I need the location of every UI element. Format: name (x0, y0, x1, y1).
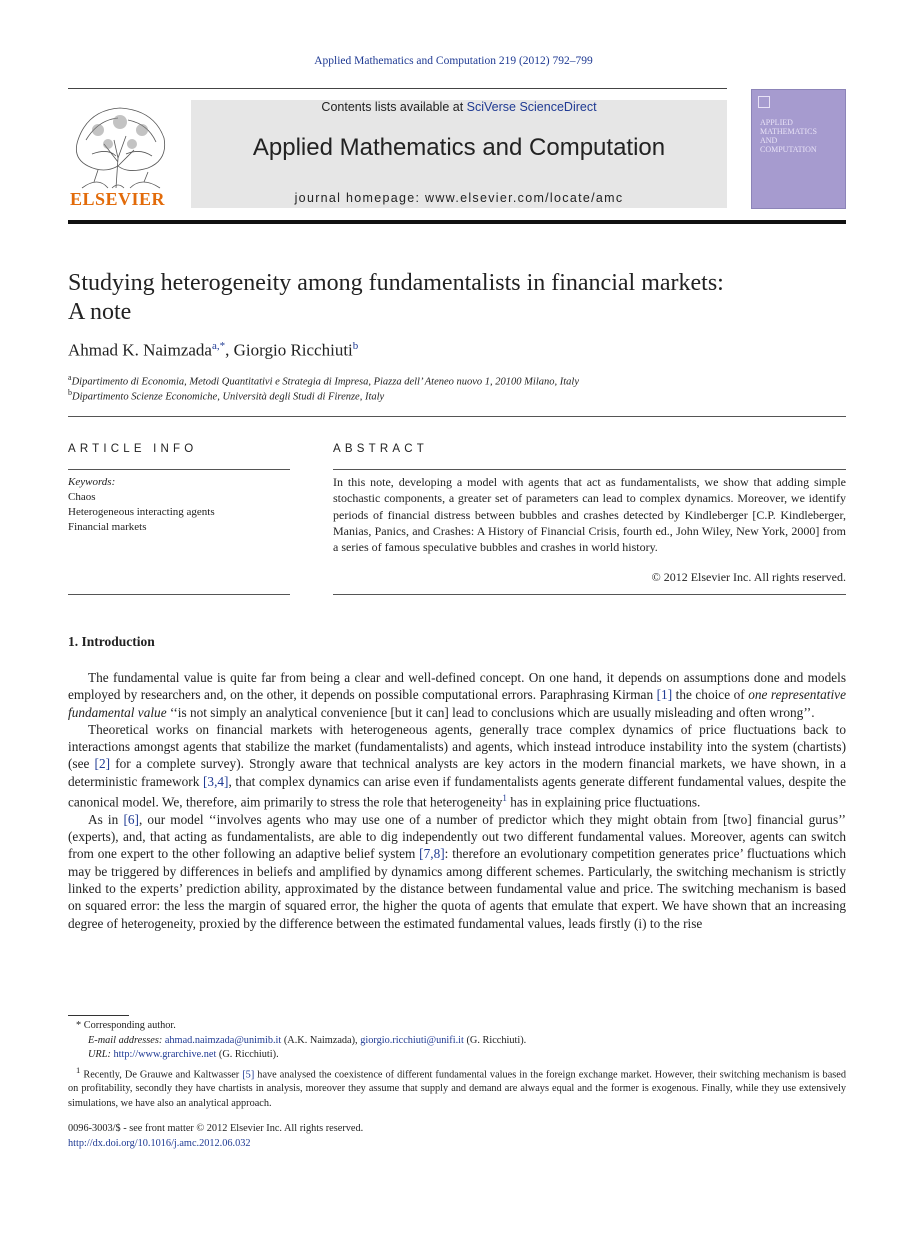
footnote-link[interactable]: 1 (502, 793, 507, 804)
email-link[interactable]: ahmad.naimzada@unimib.it (164, 1034, 282, 1046)
contents-line (191, 100, 727, 114)
text-run: (A.K. Naimzada), (281, 1034, 361, 1046)
journal-title: Applied Mathematics and Computation (252, 134, 666, 161)
abstract-rule (333, 469, 846, 470)
masthead (68, 88, 846, 221)
footnote-mark: 1 (76, 1064, 81, 1075)
sciencedirect-link[interactable]: SciVerse ScienceDirect (466, 100, 597, 114)
article-info-bottom-rule (68, 594, 290, 595)
footnote-rule (68, 1015, 129, 1016)
article-meta (68, 1122, 363, 1151)
footnote-emails (68, 1034, 846, 1049)
cover-line: MATHEMATICS (760, 127, 817, 136)
reference-link[interactable]: [7,8] (419, 846, 445, 862)
text-run: (G. Ricchiuti). (216, 1049, 279, 1060)
author-affiliation-mark[interactable]: a,* (211, 340, 226, 352)
reference-link[interactable]: [6] (123, 811, 139, 827)
elsevier-wordmark: ELSEVIER (70, 189, 166, 209)
title-line: Studying heterogeneity among fundamentalists in financial markets: (68, 270, 724, 296)
keyword-item: Chaos (68, 491, 96, 503)
paragraph (68, 721, 846, 811)
text-run: for a complete survey). Strongly aware that technical analysts are key actors in the modern financial markets, we have shown, in a deterministic framework (68, 756, 846, 789)
author-affiliation-mark[interactable]: b (352, 340, 359, 352)
author-separator: , (225, 340, 234, 360)
abstract-label: ABSTRACT (333, 443, 428, 455)
affiliation-mark: a (68, 373, 72, 382)
title-line: A note (68, 299, 132, 325)
abstract-bottom-rule (333, 594, 846, 595)
journal-homepage[interactable]: journal homepage: www.elsevier.com/locate/amc (294, 191, 624, 205)
footnote-1 (68, 1063, 846, 1112)
text-run: ‘‘is not simply an analytical convenience [but it can] lead to conclusions which are usually misleading and often wrong’’. (166, 704, 815, 720)
paragraph (68, 669, 846, 721)
cover-line: AND (760, 136, 778, 145)
keyword-item: Heterogeneous interacting agents (68, 506, 215, 518)
article-info-label: ARTICLE INFO (68, 443, 198, 455)
masthead-divider (68, 220, 846, 224)
emphasis: one representative fundamental value (68, 687, 846, 720)
section-divider (68, 416, 846, 417)
paragraph (68, 811, 846, 932)
reference-link[interactable]: [5] (242, 1068, 255, 1080)
cover-line: APPLIED (760, 118, 793, 127)
reference-link[interactable]: [1] (656, 687, 673, 703)
text-run: Theoretical works on financial markets with heterogeneous agents, generally trace complex dynamics of price fluctuations back to interactions amongst agents that stabilize the market (fundamentalists) and agents, which instead introduce instability into the system (chartists) (see (68, 721, 846, 772)
keywords-label: Keywords: (68, 476, 116, 488)
footnote-text: Corresponding author. (83, 1020, 176, 1031)
article-info-rule (68, 469, 290, 470)
affiliation-mark: b (68, 388, 72, 397)
url-label: URL: (88, 1049, 111, 1060)
footnote-mark: * (76, 1020, 82, 1031)
introduction-heading: 1. Introduction (68, 634, 155, 649)
cover-title (760, 118, 817, 154)
affiliation-a (68, 373, 579, 388)
text-run: The fundamental value is quite far from being a clear and well-defined concept. On one hand, it depends on assumptions done and models employed by researchers and, on the other, it depends on possible computational errors. Paraphrasing Kirman (68, 670, 846, 703)
cover-line: COMPUTATION (760, 145, 817, 154)
header-rule (68, 88, 727, 89)
abstract-copyright: © 2012 Elsevier Inc. All rights reserved. (651, 570, 846, 584)
author-list (68, 340, 358, 361)
text-run: , our model ‘‘involves agents who may use one of a number of predictor which they might obtain from [two] financial gurus’’ (experts), and, that acting as fundamentalists, are able to dig independently out two different fundamental values. Moreover, agents can switch from one expert to the other following an adaptive belief system (68, 811, 846, 862)
text-run: : therefore an evolutionary competition generates price’ fluctuations which may be triggered by differences in beliefs and amplified by dynamics among different schemes. Particularly, the switching mechanism is strictly linked to the experts’ prediction ability, approximated by the distance between fundamental value and price. The switching mechanism is based on squared error: the less the margin of squared error, the higher the quota of agents that emulate that expert. We have shown that an increasing degree of heterogeneity, proxied by the difference between the estimated fundamental values, leads firstly (i) to the rise (68, 846, 846, 931)
issn-line: 0096-3003/$ - see front matter © 2012 Elsevier Inc. All rights reserved. (68, 1123, 364, 1134)
cover-emblem-icon (758, 96, 770, 108)
text-run: , that complex dynamics can arise even if fundamentalists agents generate different fundamental values, despite the canonical model. We, therefore, aim primarily to stress the role that heterogeneity (68, 773, 846, 810)
text-run: the choice of (672, 687, 749, 703)
keyword-item: Financial markets (68, 521, 147, 533)
text-run: has in explaining price fluctuations. (506, 794, 701, 810)
journal-citation[interactable]: Applied Mathematics and Computation 219 (2012) 792–799 (314, 55, 593, 67)
abstract-text: In this note, developing a model with agents that act as fundamentalists, we show that adding simple stochastic components, a greater set of parameters can lead to complex dynamics. Moreover, we identify periods of financial distress between bubbles and crashes detected by Kindleberger [C.P. Kindleberger, Manias, Panics, and Crashes: A History of Financial Crisis, fourth ed., John Wiley, New York, 2000] from a series of famous speculative bubbles and crashes in world history. (333, 475, 846, 555)
url-link[interactable]: http://www.grarchive.net (113, 1049, 217, 1060)
doi-link[interactable]: http://dx.doi.org/10.1016/j.amc.2012.06.032 (68, 1137, 251, 1149)
reference-link[interactable]: [2] (94, 756, 111, 772)
author-name[interactable]: Ahmad K. Naimzada (68, 340, 212, 360)
affiliation-text: Dipartimento di Economia, Metodi Quantitativi e Strategia di Impresa, Piazza dell’ Ateneo nuovo 1, 20100 Milano, Italy (71, 376, 579, 388)
article-title (68, 269, 846, 327)
author-name[interactable]: Giorgio Ricchiuti (233, 340, 353, 360)
footnotes (68, 1019, 846, 1111)
keywords-block (68, 475, 215, 535)
journal-cover-thumbnail[interactable] (751, 89, 846, 209)
journal-banner (191, 100, 727, 208)
text-run: (G. Ricchiuti). (463, 1034, 527, 1046)
contents-prefix: Contents lists available at (321, 100, 467, 114)
affiliation-b (68, 388, 384, 403)
affiliation-text: Dipartimento Scienze Economiche, Università degli Studi di Firenze, Italy (72, 391, 385, 403)
footnote-corresponding (68, 1019, 846, 1034)
email-link[interactable]: giorgio.ricchiuti@unifi.it (360, 1034, 464, 1046)
text-run: As in (88, 811, 124, 827)
text-run: Recently, De Grauwe and Kaltwasser (83, 1068, 243, 1080)
text-run: have analysed the coexistence of different fundamental values in the foreign exchange market. However, their switching mechanism is based on profitability, secondly they have chartists in analysis, moreover they assume that supply and demand are always equal and the former is exogenous. Finally, while they use extensively simulations, we have also an analytical approach. (68, 1068, 847, 1109)
introduction-body (68, 669, 846, 932)
email-label: E-mail addresses: (88, 1034, 163, 1046)
reference-link[interactable]: [3,4] (203, 773, 229, 789)
footnote-url (68, 1048, 846, 1063)
